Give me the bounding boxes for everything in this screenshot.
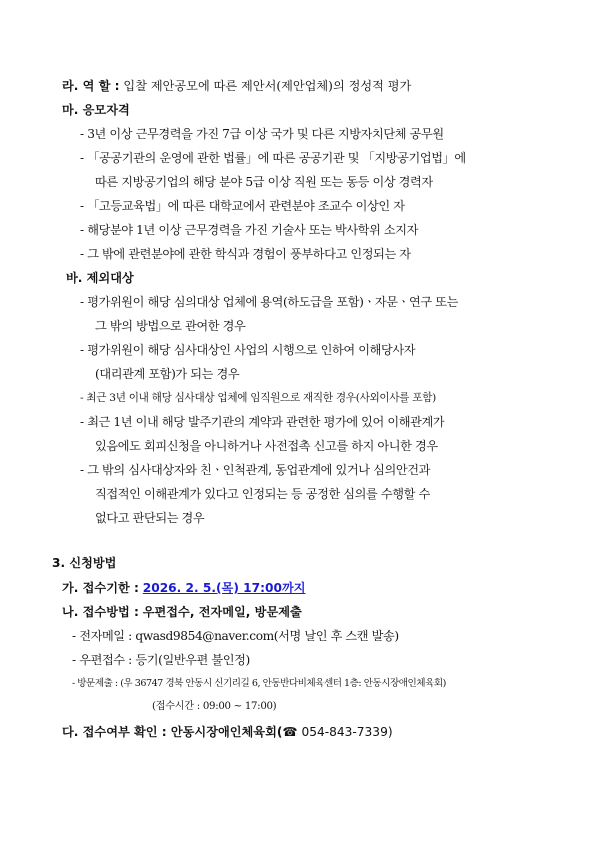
exclusion-item: - 평가위원이 해당 심사대상인 사업의 시행으로 인하여 이해당사자 bbox=[80, 343, 416, 357]
qualification-item: - 3년 이상 근무경력을 가진 7급 이상 국가 및 다른 지방자치단체 공무원 bbox=[80, 127, 444, 141]
exclusion-item: - 최근 1년 이내 해당 발주기관의 계약과 관련한 평가에 있어 이해관계가 bbox=[80, 415, 445, 429]
qualification-item: - 그 밖에 관련분야에 관한 학식과 경험이 풍부하다고 인정되는 자 bbox=[80, 247, 411, 261]
method-line bbox=[62, 604, 302, 620]
qualification-item: - 「고등교육법」에 따른 대학교에서 관련분야 조교수 이상인 자 bbox=[80, 199, 405, 213]
method-visit-time: (접수시간 : 09:00 ~ 17:00) bbox=[152, 701, 277, 712]
method-label: 나. 접수방법 : bbox=[62, 605, 139, 619]
exclusion-heading: 바. 제외대상 bbox=[66, 271, 134, 285]
qualification-heading: 마. 응모자격 bbox=[62, 103, 130, 117]
application-heading: 3. 신청방법 bbox=[52, 556, 117, 570]
confirm-phone: 054-843-7339) bbox=[297, 725, 393, 739]
confirm-label: 다. 접수여부 확인 : 안동시장애인체육회( bbox=[62, 725, 283, 739]
method-email: - 전자메일 : qwasd9854@naver.com(서명 날인 후 스캔 발송) bbox=[72, 629, 399, 643]
method-post: - 우편접수 : 등기(일반우편 불인정) bbox=[72, 653, 250, 667]
deadline-value: 2026. 2. 5.(목) 17:00까지 bbox=[142, 581, 306, 595]
exclusion-item-cont: (대리관계 포함)가 되는 경우 bbox=[95, 367, 240, 381]
qualification-item: - 「공공기관의 운영에 관한 법률」에 따른 공공기관 및 「지방공기업법」에 bbox=[80, 151, 466, 165]
exclusion-item-cont: 그 밖의 방법으로 관여한 경우 bbox=[95, 319, 246, 333]
exclusion-item-cont: 없다고 판단되는 경우 bbox=[95, 511, 205, 525]
confirm-line bbox=[62, 724, 393, 740]
role-text: 입찰 제안공모에 따른 제안서(제안업체)의 정성적 평가 bbox=[119, 79, 412, 93]
exclusion-item-cont: 있음에도 회피신청을 아니하거나 사전접촉 신고를 하지 아니한 경우 bbox=[95, 439, 438, 453]
deadline-line bbox=[62, 580, 306, 596]
qualification-item: - 해당분야 1년 이상 근무경력을 가진 기술사 또는 박사학위 소지자 bbox=[80, 223, 419, 237]
phone-icon: ☎ bbox=[282, 725, 298, 739]
exclusion-item: - 평가위원이 해당 심의대상 업체에 용역(하도급을 포함)ㆍ자문ㆍ연구 또는 bbox=[80, 295, 458, 309]
method-visit: - 방문제출 : (우 36747 경북 안동시 신기리길 6, 안동반다비체육센터 1층: 안동시장애인체육회) bbox=[72, 678, 446, 689]
exclusion-item: - 그 밖의 심사대상자와 친ㆍ인척관계, 동업관계에 있거나 심의안건과 bbox=[80, 463, 430, 477]
qualification-item-cont: 따른 지방공기업의 해당 분야 5급 이상 직원 또는 동등 이상 경력자 bbox=[95, 175, 433, 189]
role-label: 라. 역 할 : bbox=[62, 79, 120, 93]
exclusion-item: - 최근 3년 이내 해당 심사대상 업체에 임직원으로 재직한 경우(사외이사를 포함) bbox=[80, 392, 436, 404]
deadline-label: 가. 접수기한 : bbox=[62, 581, 139, 595]
exclusion-item-cont: 직접적인 이해관계가 있다고 인정되는 등 공정한 심의를 수행할 수 bbox=[95, 487, 430, 501]
role-line bbox=[62, 78, 411, 94]
method-value: 우편접수, 전자메일, 방문제출 bbox=[142, 605, 302, 619]
